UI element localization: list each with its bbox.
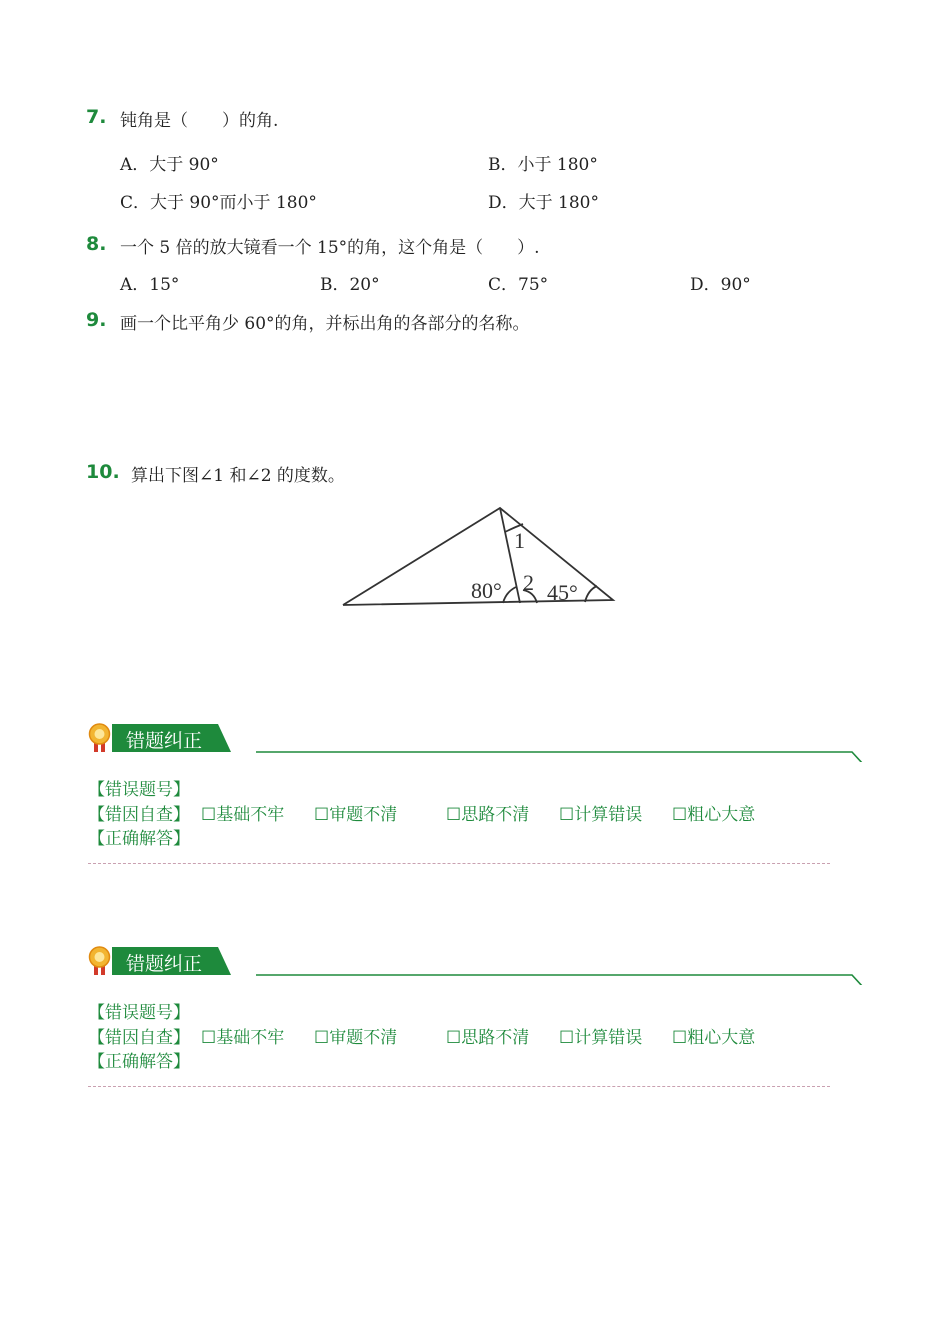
cause-checkbox[interactable]: ☐粗心大意 <box>672 805 756 825</box>
answer-label: 【正确解答】 <box>88 829 190 849</box>
question-text: 一个 5 倍的放大镜看一个 15°的角，这个角是（ ）. <box>120 238 540 258</box>
option-b: B．20° <box>320 275 380 295</box>
angle1-label: 1 <box>514 528 525 553</box>
error-cause-row <box>88 800 190 825</box>
option-d: D．大于 180° <box>488 193 599 213</box>
option-c: C．75° <box>488 275 549 295</box>
error-cause-row <box>88 1023 190 1048</box>
error-number-label: 【错误题号】 <box>88 780 190 800</box>
cause-checkbox[interactable]: ☐计算错误 <box>559 1028 643 1048</box>
question-number: 9. <box>86 309 107 331</box>
angle80-arc <box>503 587 516 603</box>
section-banner <box>88 722 868 762</box>
cause-checkbox[interactable]: ☐粗心大意 <box>672 1028 756 1048</box>
cause-checkbox[interactable]: ☐审题不清 <box>314 805 398 825</box>
cause-checkbox[interactable]: ☐计算错误 <box>559 805 643 825</box>
question-text: 算出下图∠1 和∠2 的度数。 <box>131 466 345 486</box>
cause-checkbox[interactable]: ☐思路不清 <box>446 805 530 825</box>
angle2-label: 2 <box>523 570 534 595</box>
cause-checkbox[interactable]: ☐基础不牢 <box>201 1028 285 1048</box>
option-d: D．90° <box>690 275 751 295</box>
medal-icon <box>90 947 110 975</box>
correction-section <box>88 945 868 1095</box>
banner-title: 错题纠正 <box>126 953 203 975</box>
banner-title: 错题纠正 <box>126 730 203 752</box>
question-number: 8. <box>86 233 107 255</box>
angle45-label: 45° <box>547 580 578 605</box>
question-number: 10. <box>86 461 120 483</box>
medal-icon <box>90 724 110 752</box>
answer-label: 【正确解答】 <box>88 1052 190 1072</box>
question-number: 7. <box>86 106 107 128</box>
question-text: 钝角是（ ）的角. <box>120 111 279 131</box>
option-a: A．15° <box>120 275 180 295</box>
triangle-figure <box>335 500 625 615</box>
cause-checkbox[interactable]: ☐审题不清 <box>314 1028 398 1048</box>
cause-checkbox[interactable]: ☐思路不清 <box>446 1028 530 1048</box>
cause-checkbox[interactable]: ☐基础不牢 <box>201 805 285 825</box>
angle80-label: 80° <box>471 578 502 603</box>
dashed-divider <box>88 1086 830 1087</box>
option-a: A．大于 90° <box>120 155 219 175</box>
error-number-label: 【错误题号】 <box>88 1003 190 1023</box>
error-cause-label: 【错因自查】 <box>88 1028 190 1048</box>
error-cause-label: 【错因自查】 <box>88 805 190 825</box>
question-text: 画一个比平角少 60°的角，并标出角的各部分的名称。 <box>120 314 530 334</box>
option-c: C．大于 90°而小于 180° <box>120 193 317 213</box>
banner-line <box>256 975 863 985</box>
option-b: B．小于 180° <box>488 155 598 175</box>
dashed-divider <box>88 863 830 864</box>
banner-line <box>256 752 863 762</box>
correction-section <box>88 722 868 872</box>
section-banner <box>88 945 868 985</box>
